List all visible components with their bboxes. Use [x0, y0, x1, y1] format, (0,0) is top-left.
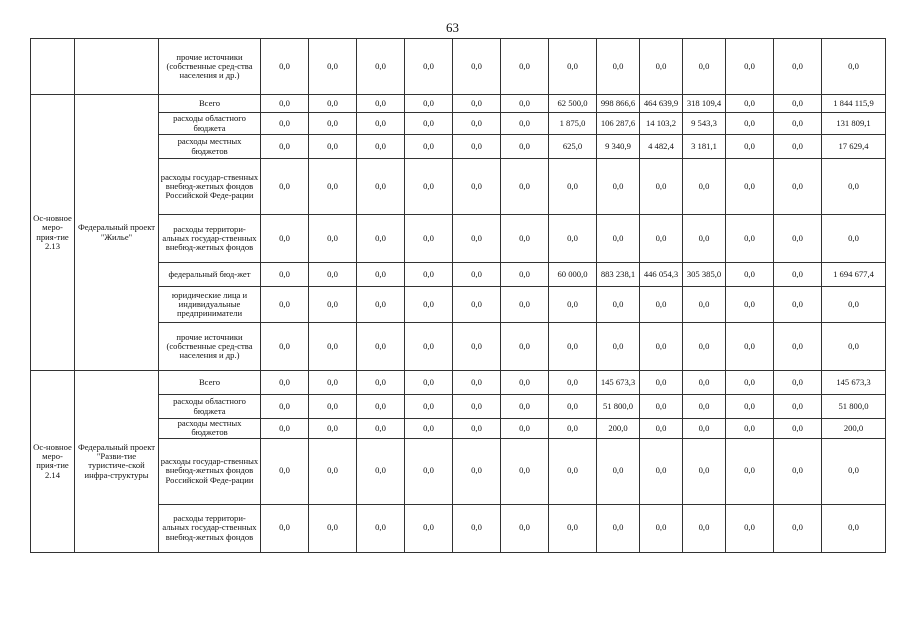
value-cell: 0,0	[774, 438, 822, 504]
value-cell: 0,0	[261, 159, 309, 215]
value-cell: 0,0	[822, 504, 886, 552]
value-cell: 0,0	[309, 263, 357, 287]
value-cell: 0,0	[261, 215, 309, 263]
value-cell: 0,0	[683, 395, 726, 419]
value-cell: 0,0	[309, 371, 357, 395]
value-cell: 0,0	[597, 39, 640, 95]
value-cell: 51 800,0	[822, 395, 886, 419]
value-cell: 0,0	[501, 504, 549, 552]
value-cell: 0,0	[405, 395, 453, 419]
value-cell: 0,0	[549, 395, 597, 419]
value-cell: 0,0	[640, 504, 683, 552]
value-cell: 0,0	[453, 371, 501, 395]
funding-source-cell: прочие источники (собственные сред-ства населения и др.)	[159, 323, 261, 371]
funding-source-cell: Всего	[159, 371, 261, 395]
value-cell: 200,0	[822, 419, 886, 439]
value-cell: 883 238,1	[597, 263, 640, 287]
value-cell: 0,0	[453, 419, 501, 439]
value-cell: 0,0	[453, 113, 501, 135]
value-cell: 0,0	[309, 159, 357, 215]
value-cell: 318 109,4	[683, 95, 726, 113]
value-cell: 0,0	[501, 323, 549, 371]
value-cell: 0,0	[357, 438, 405, 504]
value-cell: 17 629,4	[822, 135, 886, 159]
value-cell: 0,0	[357, 263, 405, 287]
value-cell: 0,0	[261, 371, 309, 395]
value-cell: 0,0	[501, 371, 549, 395]
value-cell: 0,0	[405, 215, 453, 263]
value-cell: 0,0	[726, 419, 774, 439]
value-cell: 0,0	[501, 113, 549, 135]
value-cell: 0,0	[640, 287, 683, 323]
value-cell: 0,0	[597, 215, 640, 263]
value-cell: 0,0	[405, 113, 453, 135]
value-cell: 0,0	[357, 419, 405, 439]
value-cell: 0,0	[726, 215, 774, 263]
value-cell: 0,0	[309, 113, 357, 135]
value-cell: 0,0	[405, 159, 453, 215]
value-cell: 0,0	[357, 39, 405, 95]
value-cell: 145 673,3	[822, 371, 886, 395]
value-cell: 0,0	[683, 323, 726, 371]
value-cell: 0,0	[597, 287, 640, 323]
value-cell: 0,0	[549, 323, 597, 371]
funding-source-cell: Всего	[159, 95, 261, 113]
value-cell: 0,0	[261, 287, 309, 323]
value-cell: 0,0	[726, 135, 774, 159]
value-cell: 0,0	[261, 438, 309, 504]
value-cell: 625,0	[549, 135, 597, 159]
value-cell: 0,0	[501, 39, 549, 95]
value-cell: 0,0	[774, 287, 822, 323]
value-cell: 0,0	[640, 371, 683, 395]
value-cell: 3 181,1	[683, 135, 726, 159]
value-cell: 1 694 677,4	[822, 263, 886, 287]
value-cell: 14 103,2	[640, 113, 683, 135]
value-cell: 464 639,9	[640, 95, 683, 113]
value-cell: 1 875,0	[549, 113, 597, 135]
table-row	[31, 135, 886, 159]
value-cell: 0,0	[501, 287, 549, 323]
value-cell: 0,0	[405, 371, 453, 395]
value-cell: 0,0	[726, 323, 774, 371]
table-row	[31, 323, 886, 371]
value-cell: 0,0	[501, 95, 549, 113]
value-cell: 0,0	[683, 39, 726, 95]
value-cell: 0,0	[309, 419, 357, 439]
value-cell: 446 054,3	[640, 263, 683, 287]
value-cell: 0,0	[453, 395, 501, 419]
value-cell: 0,0	[357, 95, 405, 113]
table-row	[31, 95, 886, 113]
value-cell: 0,0	[453, 323, 501, 371]
value-cell: 200,0	[597, 419, 640, 439]
table-row	[31, 113, 886, 135]
value-cell: 0,0	[726, 395, 774, 419]
value-cell: 0,0	[453, 39, 501, 95]
value-cell: 0,0	[453, 159, 501, 215]
funding-source-cell: расходы областного бюджета	[159, 395, 261, 419]
value-cell: 131 809,1	[822, 113, 886, 135]
value-cell: 0,0	[405, 323, 453, 371]
value-cell: 4 482,4	[640, 135, 683, 159]
value-cell: 0,0	[405, 95, 453, 113]
value-cell: 0,0	[405, 263, 453, 287]
value-cell: 0,0	[549, 504, 597, 552]
table-row	[31, 39, 886, 95]
value-cell: 0,0	[501, 159, 549, 215]
value-cell: 0,0	[549, 215, 597, 263]
value-cell: 0,0	[822, 159, 886, 215]
value-cell: 0,0	[261, 95, 309, 113]
value-cell: 0,0	[309, 323, 357, 371]
value-cell: 0,0	[726, 263, 774, 287]
table-row	[31, 438, 886, 504]
value-cell: 0,0	[774, 159, 822, 215]
value-cell: 0,0	[309, 215, 357, 263]
value-cell: 0,0	[683, 215, 726, 263]
value-cell: 0,0	[549, 39, 597, 95]
value-cell: 0,0	[549, 438, 597, 504]
value-cell: 51 800,0	[597, 395, 640, 419]
value-cell: 0,0	[640, 438, 683, 504]
funding-source-cell: расходы местных бюджетов	[159, 419, 261, 439]
table-row	[31, 395, 886, 419]
value-cell: 0,0	[309, 95, 357, 113]
value-cell: 0,0	[405, 135, 453, 159]
value-cell: 0,0	[357, 159, 405, 215]
table-row	[31, 159, 886, 215]
table-row	[31, 263, 886, 287]
value-cell: 0,0	[822, 323, 886, 371]
value-cell: 0,0	[683, 371, 726, 395]
funding-source-cell: федеральный бюд-жет	[159, 263, 261, 287]
value-cell: 0,0	[501, 215, 549, 263]
table-row	[31, 371, 886, 395]
value-cell: 0,0	[774, 371, 822, 395]
value-cell: 0,0	[726, 113, 774, 135]
value-cell: 0,0	[640, 215, 683, 263]
project-cell: Федеральный проект "Жилье"	[75, 95, 159, 371]
value-cell: 106 287,6	[597, 113, 640, 135]
value-cell: 0,0	[774, 39, 822, 95]
value-cell: 0,0	[597, 159, 640, 215]
project-cell: Федеральный проект "Разви-тие туристиче-ской инфра-структуры	[75, 371, 159, 553]
value-cell: 0,0	[640, 323, 683, 371]
value-cell: 0,0	[726, 95, 774, 113]
value-cell: 0,0	[726, 287, 774, 323]
value-cell: 0,0	[726, 159, 774, 215]
value-cell: 0,0	[726, 504, 774, 552]
funding-source-cell: расходы территори-альных государ-ственных внебюд-жетных фондов	[159, 215, 261, 263]
value-cell: 0,0	[453, 95, 501, 113]
value-cell: 0,0	[774, 135, 822, 159]
value-cell: 0,0	[640, 159, 683, 215]
value-cell: 0,0	[549, 371, 597, 395]
value-cell: 0,0	[357, 395, 405, 419]
value-cell: 0,0	[453, 215, 501, 263]
value-cell: 0,0	[261, 263, 309, 287]
value-cell: 0,0	[501, 395, 549, 419]
value-cell: 0,0	[774, 323, 822, 371]
value-cell: 0,0	[357, 323, 405, 371]
table-row	[31, 215, 886, 263]
value-cell: 0,0	[774, 419, 822, 439]
value-cell: 0,0	[261, 419, 309, 439]
value-cell: 0,0	[774, 113, 822, 135]
value-cell: 0,0	[549, 159, 597, 215]
value-cell: 0,0	[357, 113, 405, 135]
value-cell: 0,0	[405, 504, 453, 552]
value-cell: 0,0	[774, 215, 822, 263]
value-cell: 0,0	[640, 419, 683, 439]
funding-source-cell: расходы государ-ственных внебюд-жетных фондов Российской Феде-рации	[159, 438, 261, 504]
value-cell: 0,0	[501, 419, 549, 439]
funding-source-cell: юридические лица и индивидуальные предприниматели	[159, 287, 261, 323]
project-cell	[75, 39, 159, 95]
value-cell: 60 000,0	[549, 263, 597, 287]
value-cell: 0,0	[683, 419, 726, 439]
value-cell: 0,0	[683, 287, 726, 323]
value-cell: 0,0	[726, 371, 774, 395]
value-cell: 0,0	[453, 504, 501, 552]
value-cell: 0,0	[726, 438, 774, 504]
value-cell: 0,0	[453, 438, 501, 504]
value-cell: 0,0	[774, 395, 822, 419]
value-cell: 0,0	[726, 39, 774, 95]
value-cell: 0,0	[309, 504, 357, 552]
table-body	[31, 39, 886, 553]
value-cell: 0,0	[357, 504, 405, 552]
value-cell: 0,0	[822, 287, 886, 323]
value-cell: 305 385,0	[683, 263, 726, 287]
value-cell: 0,0	[261, 113, 309, 135]
value-cell: 0,0	[309, 438, 357, 504]
value-cell: 0,0	[501, 438, 549, 504]
value-cell: 0,0	[822, 215, 886, 263]
value-cell: 0,0	[774, 95, 822, 113]
value-cell: 0,0	[501, 263, 549, 287]
value-cell: 0,0	[309, 395, 357, 419]
value-cell: 62 500,0	[549, 95, 597, 113]
funding-source-cell: расходы государ-ственных внебюд-жетных фондов Российской Феде-рации	[159, 159, 261, 215]
value-cell: 0,0	[357, 135, 405, 159]
value-cell: 998 866,6	[597, 95, 640, 113]
budget-table	[30, 38, 886, 553]
value-cell: 0,0	[357, 371, 405, 395]
value-cell: 0,0	[549, 419, 597, 439]
value-cell: 0,0	[309, 39, 357, 95]
funding-source-cell: прочие источники (собственные сред-ства населения и др.)	[159, 39, 261, 95]
value-cell: 9 340,9	[597, 135, 640, 159]
value-cell: 0,0	[774, 263, 822, 287]
value-cell: 9 543,3	[683, 113, 726, 135]
funding-source-cell: расходы территори-альных государ-ственных внебюд-жетных фондов	[159, 504, 261, 552]
value-cell: 0,0	[453, 263, 501, 287]
table-row	[31, 287, 886, 323]
value-cell: 0,0	[640, 395, 683, 419]
value-cell: 1 844 115,9	[822, 95, 886, 113]
value-cell: 0,0	[683, 438, 726, 504]
value-cell: 0,0	[549, 287, 597, 323]
value-cell: 0,0	[405, 39, 453, 95]
value-cell: 0,0	[453, 287, 501, 323]
table-row	[31, 504, 886, 552]
table-row	[31, 419, 886, 439]
value-cell: 0,0	[405, 419, 453, 439]
value-cell: 0,0	[357, 215, 405, 263]
event-cell: Ос-новное меро-прия-тие 2.13	[31, 95, 75, 371]
value-cell: 0,0	[309, 287, 357, 323]
value-cell: 0,0	[261, 323, 309, 371]
value-cell: 0,0	[261, 395, 309, 419]
value-cell: 0,0	[405, 287, 453, 323]
value-cell: 0,0	[774, 504, 822, 552]
value-cell: 0,0	[683, 159, 726, 215]
value-cell: 0,0	[309, 135, 357, 159]
event-cell	[31, 39, 75, 95]
value-cell: 0,0	[597, 438, 640, 504]
value-cell: 0,0	[822, 438, 886, 504]
value-cell: 0,0	[683, 504, 726, 552]
page-number: 63	[446, 20, 459, 35]
value-cell: 0,0	[261, 135, 309, 159]
value-cell: 145 673,3	[597, 371, 640, 395]
value-cell: 0,0	[597, 504, 640, 552]
value-cell: 0,0	[822, 39, 886, 95]
value-cell: 0,0	[597, 323, 640, 371]
value-cell: 0,0	[261, 39, 309, 95]
event-cell: Ос-новное меро-прия-тие 2.14	[31, 371, 75, 553]
value-cell: 0,0	[357, 287, 405, 323]
value-cell: 0,0	[261, 504, 309, 552]
funding-source-cell: расходы местных бюджетов	[159, 135, 261, 159]
value-cell: 0,0	[501, 135, 549, 159]
value-cell: 0,0	[405, 438, 453, 504]
value-cell: 0,0	[640, 39, 683, 95]
funding-source-cell: расходы областного бюджета	[159, 113, 261, 135]
value-cell: 0,0	[453, 135, 501, 159]
